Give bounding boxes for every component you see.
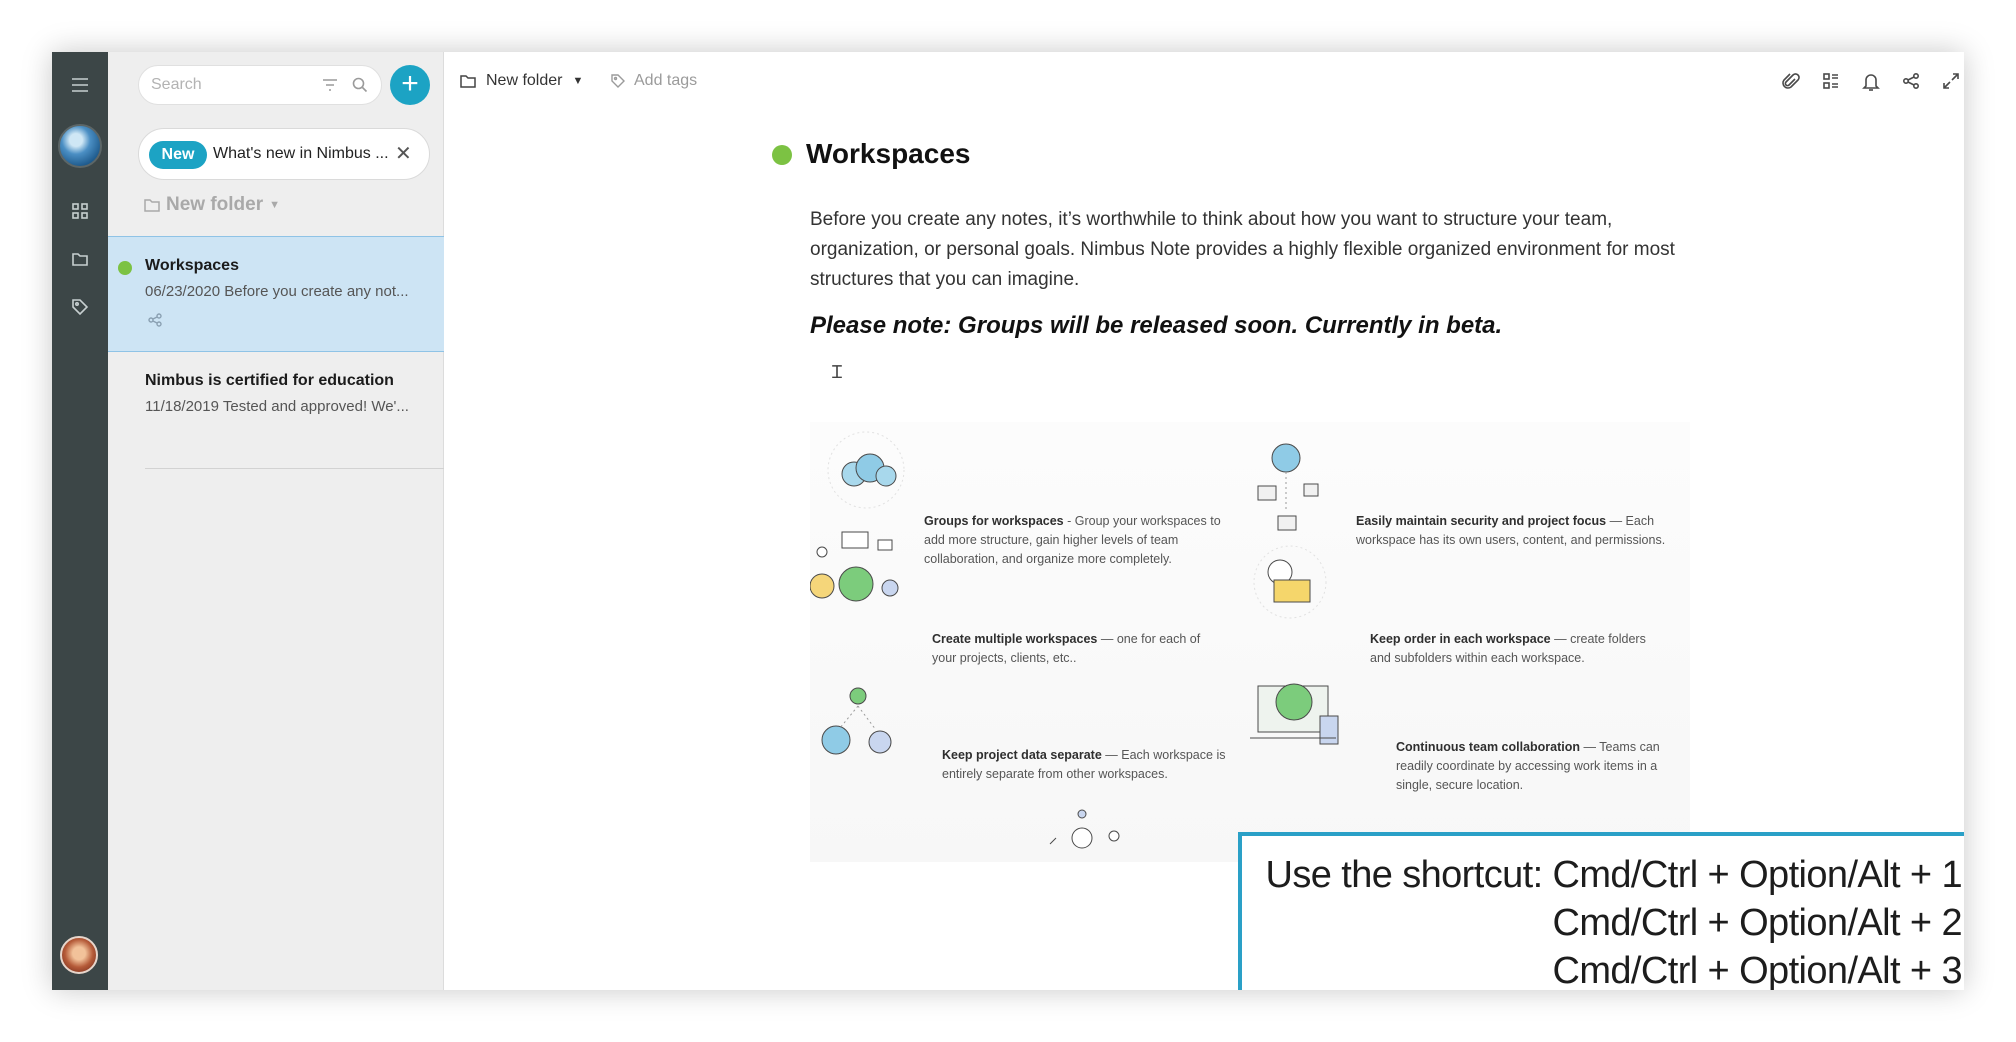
feature-body: — one for each of your projects, clients, etc.. <box>932 632 1201 665</box>
feature-multiple <box>932 630 1222 668</box>
feature-body: — Teams can readily coordinate by accessing work items in a single, secure location. <box>1396 740 1660 792</box>
notes-sidebar <box>108 52 444 990</box>
feature-title: Groups for workspaces <box>924 514 1064 528</box>
note-item-workspaces[interactable] <box>108 236 444 352</box>
security-icon <box>1258 444 1318 530</box>
dashboard-icon[interactable] <box>52 194 108 228</box>
chevron-down-icon: ▼ <box>269 199 281 211</box>
whats-new-banner[interactable] <box>138 128 430 180</box>
shortcut-line-3: Cmd/Ctrl + Option/Alt + 3 <box>1552 950 1962 990</box>
feature-title: Easily maintain security and project focus <box>1356 514 1607 528</box>
shortcut-line-2: Cmd/Ctrl + Option/Alt + 2 <box>1552 902 1962 944</box>
user-avatar[interactable] <box>60 936 98 974</box>
tag-icon <box>610 73 626 89</box>
editor-toolbar <box>444 52 1964 116</box>
whats-new-text[interactable]: What's new in Nimbus ... <box>213 145 389 162</box>
add-tags-label: Add tags <box>634 72 698 89</box>
feature-title: Keep project data separate <box>942 748 1102 762</box>
close-icon[interactable]: ✕ <box>395 143 412 165</box>
feature-order <box>1370 630 1660 668</box>
feature-separate <box>942 746 1232 784</box>
menu-icon[interactable] <box>52 68 108 102</box>
multiple-workspaces-icon <box>810 532 898 601</box>
folders-icon <box>1254 546 1326 618</box>
note-title: Workspaces <box>145 257 239 274</box>
workspace-avatar[interactable] <box>58 124 102 168</box>
left-rail <box>52 52 108 990</box>
note-meta <box>145 283 435 300</box>
feature-title: Create multiple workspaces <box>932 632 1098 646</box>
search-box <box>138 65 382 105</box>
folder-breadcrumb[interactable] <box>460 72 583 90</box>
feature-groups <box>924 512 1230 569</box>
new-badge: New <box>149 141 207 169</box>
note-date: 11/18/2019 <box>145 398 219 415</box>
add-tags-button[interactable] <box>610 72 697 90</box>
feature-collaboration <box>1396 738 1672 795</box>
filter-icon[interactable] <box>321 77 339 98</box>
bell-icon[interactable] <box>1862 72 1880 97</box>
feature-body: - Group your workspaces to add more structure, gain higher levels of team collaboration, and organize more completely. <box>924 514 1221 566</box>
shortcut-line-1: Use the shortcut: Cmd/Ctrl + Option/Alt + 1 <box>1265 854 1962 896</box>
note-title: Nimbus is certified for education <box>145 372 394 389</box>
folder-name: New folder <box>486 72 563 89</box>
note-color-dot <box>118 261 132 275</box>
chevron-down-icon: ▼ <box>572 75 584 87</box>
note-date: 06/23/2020 <box>145 283 221 300</box>
permissions-icon <box>1050 810 1119 848</box>
folder-icon <box>144 198 160 212</box>
share-icon[interactable] <box>1902 72 1920 95</box>
note-preview: Tested and approved! We'... <box>222 398 409 415</box>
feature-body: — Each workspace is entirely separate from other workspaces. <box>942 748 1226 781</box>
app-window <box>52 52 1964 990</box>
note-status-dot <box>772 145 792 165</box>
folder-icon <box>460 74 476 88</box>
folder-header[interactable] <box>144 194 280 216</box>
folder-icon[interactable] <box>52 242 108 276</box>
shortcut-overlay <box>1238 832 1964 990</box>
search-input[interactable] <box>151 74 311 96</box>
note-preview: Before you create any not... <box>224 283 409 300</box>
note-title-heading[interactable]: Workspaces <box>806 138 971 169</box>
feature-title: Keep order in each workspace <box>1370 632 1551 646</box>
collaboration-icon <box>1250 684 1338 744</box>
text-cursor-icon: Ɪ <box>832 362 843 382</box>
beta-note[interactable]: Please note: Groups will be released soon. Currently in beta. <box>810 312 1503 339</box>
note-item-education[interactable] <box>108 352 444 468</box>
divider <box>145 468 445 469</box>
feature-body: — Each workspace has its own users, content, and permissions. <box>1356 514 1666 547</box>
feature-title: Continuous team collaboration <box>1396 740 1581 754</box>
feature-security <box>1356 512 1668 550</box>
layout-icon[interactable] <box>1822 72 1840 95</box>
workspaces-infographic <box>810 422 1690 862</box>
attach-icon[interactable] <box>1782 72 1800 97</box>
shared-icon <box>148 313 162 332</box>
folder-header-label: New folder <box>166 194 264 215</box>
fullscreen-icon[interactable] <box>1942 72 1960 95</box>
tag-icon[interactable] <box>52 290 108 324</box>
groups-icon <box>828 432 904 508</box>
separate-data-icon <box>822 688 891 754</box>
search-icon[interactable] <box>351 76 369 99</box>
note-meta <box>145 398 435 415</box>
note-paragraph[interactable]: Before you create any notes, it’s worthwhile to think about how you want to structure your team, organization, or personal goals. Nimbus Note provides a highly flexible organized environment for most structures that you can imagine. <box>810 209 1675 290</box>
add-note-button[interactable]: + <box>390 65 430 105</box>
feature-body: — create folders and subfolders within each workspace. <box>1370 632 1646 665</box>
